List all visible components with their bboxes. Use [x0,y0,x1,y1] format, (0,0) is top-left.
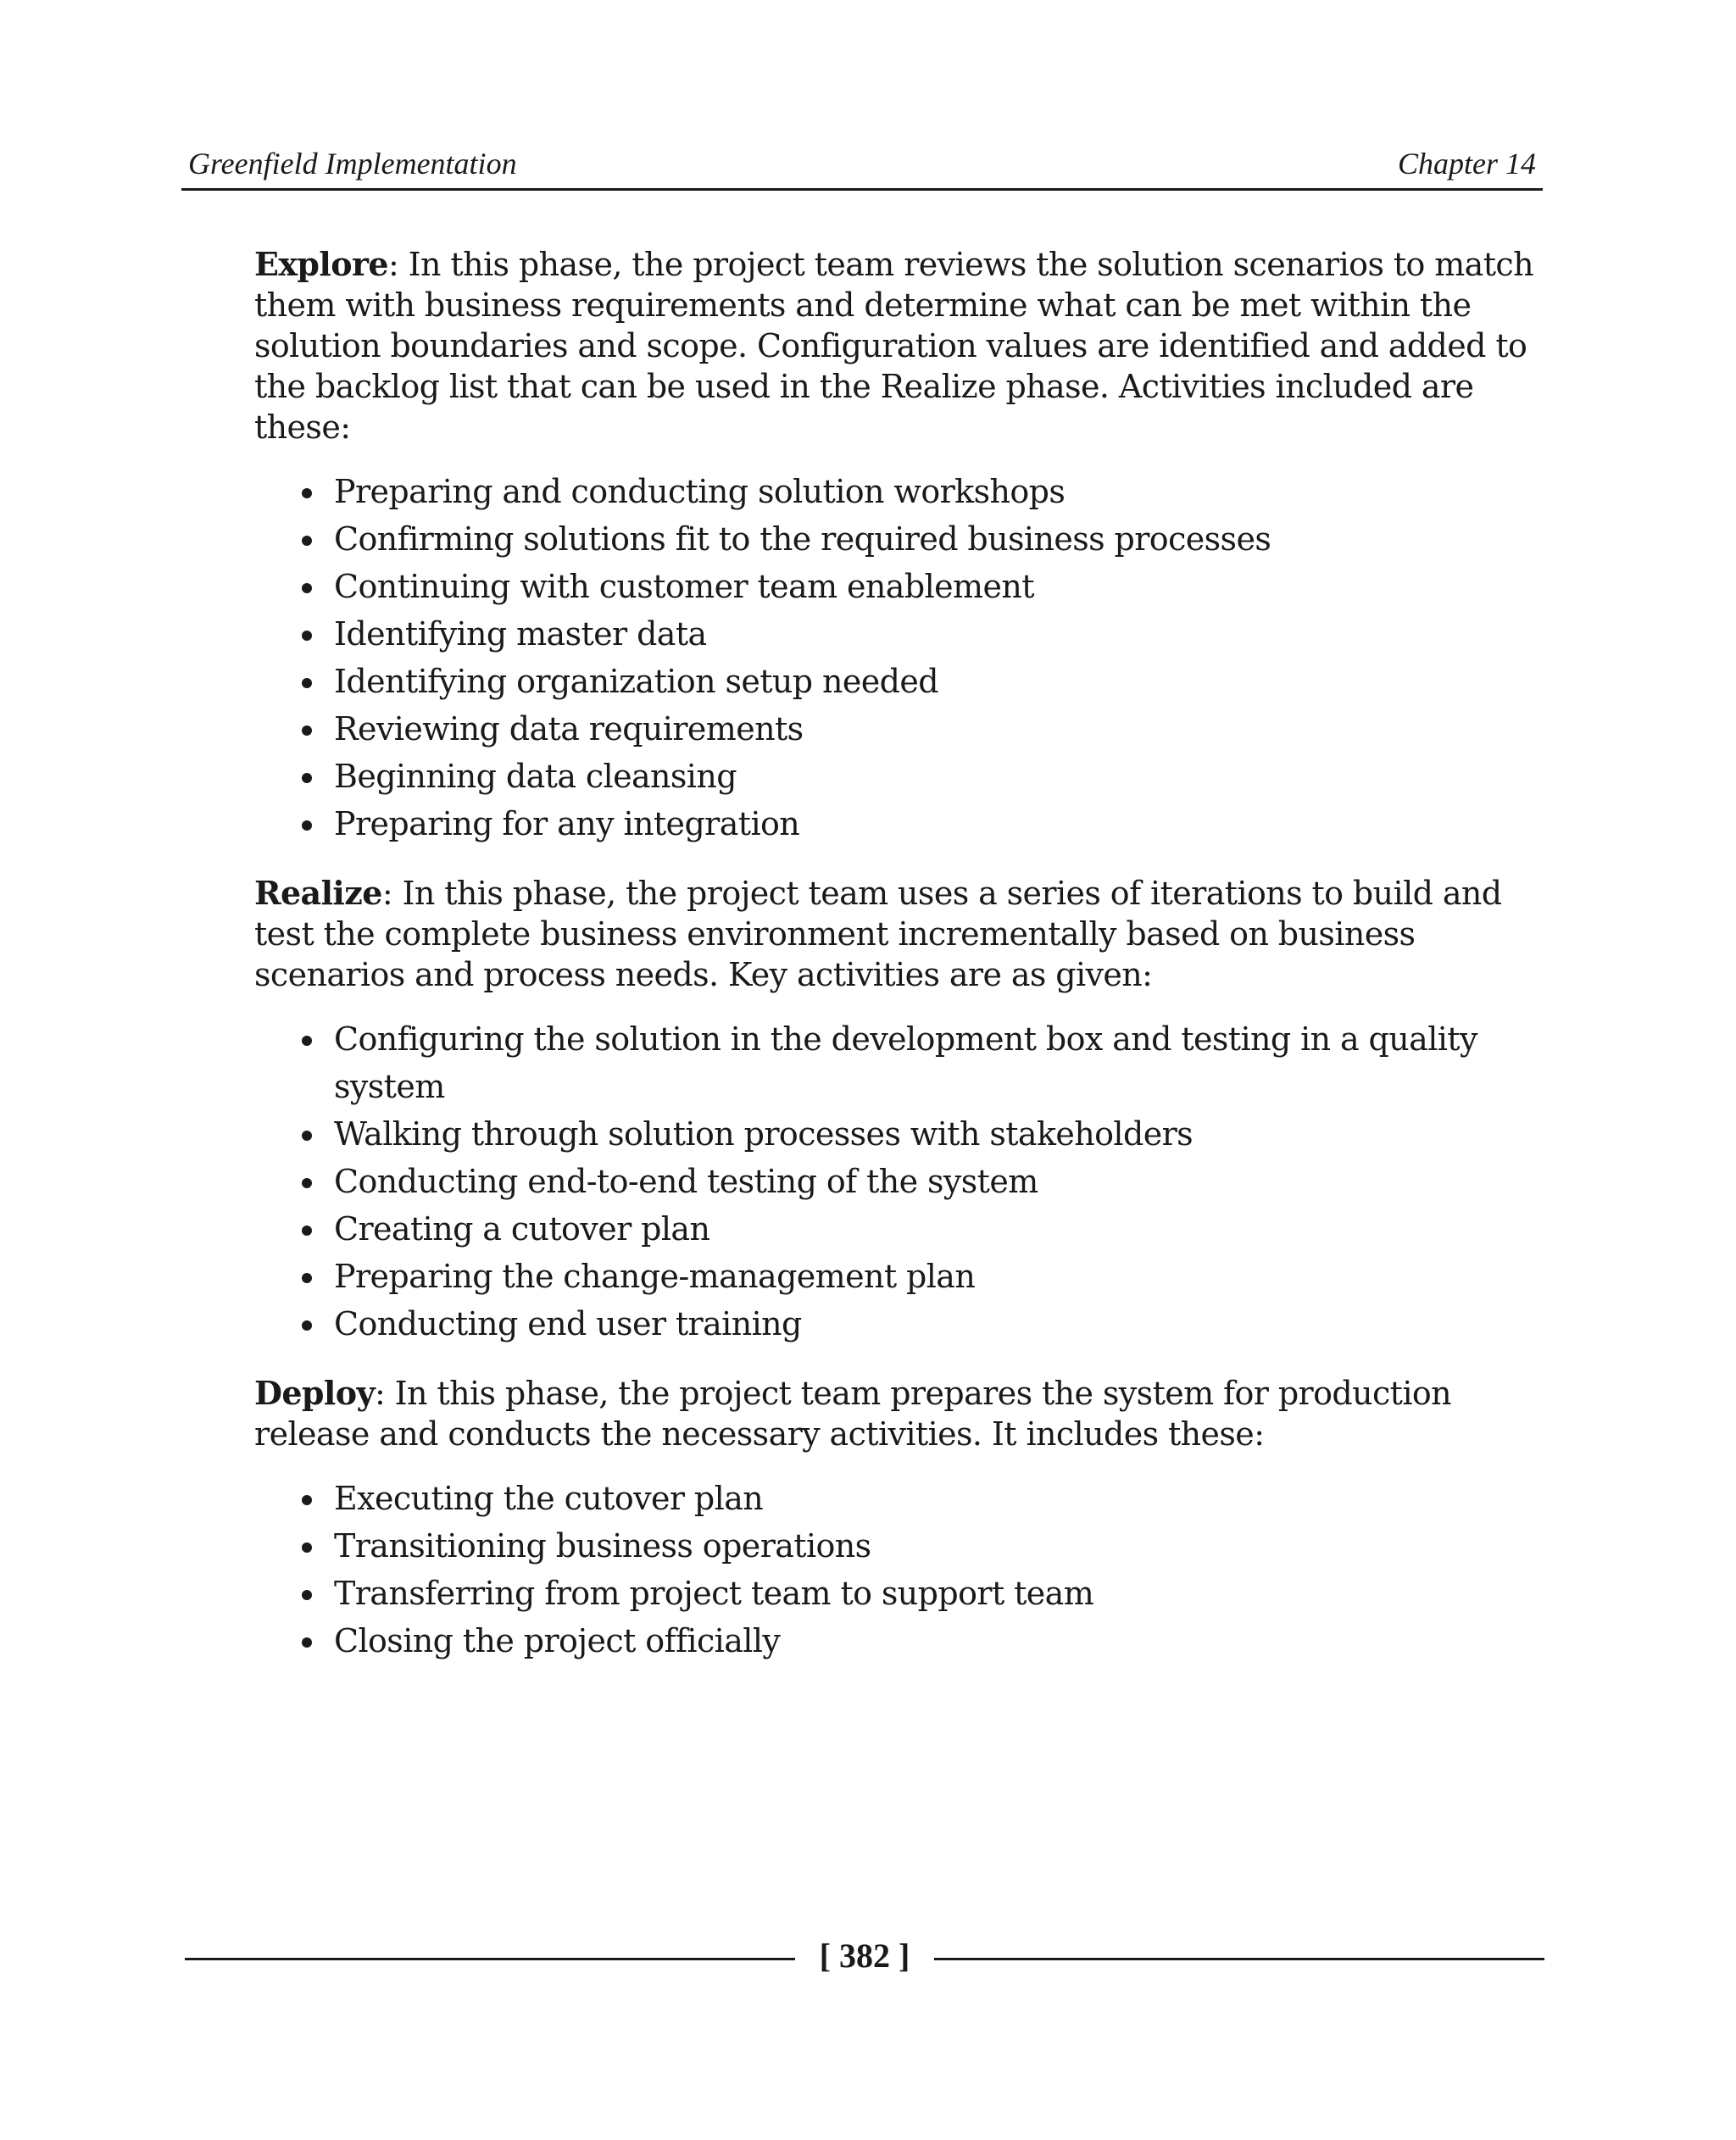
list-item: Reviewing data requirements [302,705,1560,753]
list-item: Executing the cutover plan [302,1475,1560,1522]
list-item: Beginning data cleansing [302,753,1560,800]
list-item: Preparing the change-management plan [302,1253,1560,1300]
list-item: Configuring the solution in the development box and testing in a quality system [302,1015,1560,1110]
explore-activities-list [254,468,1560,848]
realize-activities-list [254,1015,1560,1348]
list-item: Preparing for any integration [302,800,1560,848]
section-realize-term: Realize [254,874,382,912]
footer-rule-right [934,1958,1544,1960]
section-deploy-term: Deploy [254,1374,375,1412]
section-realize-text: : In this phase, the project team uses a series of iterations to build and test the complete business environment incrementally based on business scenarios and process needs. Key activities are as given: [254,875,1502,993]
running-header [181,142,1543,191]
deploy-activities-list [254,1475,1560,1665]
section-explore-paragraph [254,244,1560,447]
list-item: Conducting end user training [302,1300,1560,1348]
header-book-title: Greenfield Implementation [188,147,517,181]
header-chapter: Chapter 14 [1397,147,1536,181]
list-item: Continuing with customer team enablement [302,563,1560,610]
page-body [254,244,1560,1690]
list-item: Walking through solution processes with stakeholders [302,1110,1560,1158]
list-item: Creating a cutover plan [302,1205,1560,1253]
section-deploy-text: : In this phase, the project team prepares the system for production release and conducts the necessary activities. It includes these: [254,1375,1452,1453]
page-footer [185,1934,1544,1985]
section-explore-text: : In this phase, the project team reviews the solution scenarios to match them with business requirements and determine what can be met within the solution boundaries and scope. Configuration values are identified and added to the backlog list that can be used in the Realize phase. Activities included are these: [254,246,1533,446]
list-item: Conducting end-to-end testing of the system [302,1158,1560,1205]
list-item: Identifying master data [302,610,1560,658]
list-item: Transferring from project team to support team [302,1570,1560,1617]
page-number: [ 382 ] [819,1937,910,1975]
section-deploy-paragraph [254,1373,1560,1454]
list-item: Closing the project officially [302,1617,1560,1665]
section-realize-paragraph [254,873,1560,995]
list-item: Confirming solutions fit to the required business processes [302,515,1560,563]
list-item: Identifying organization setup needed [302,658,1560,705]
section-explore-term: Explore [254,245,388,283]
list-item: Transitioning business operations [302,1522,1560,1570]
list-item: Preparing and conducting solution workshops [302,468,1560,515]
